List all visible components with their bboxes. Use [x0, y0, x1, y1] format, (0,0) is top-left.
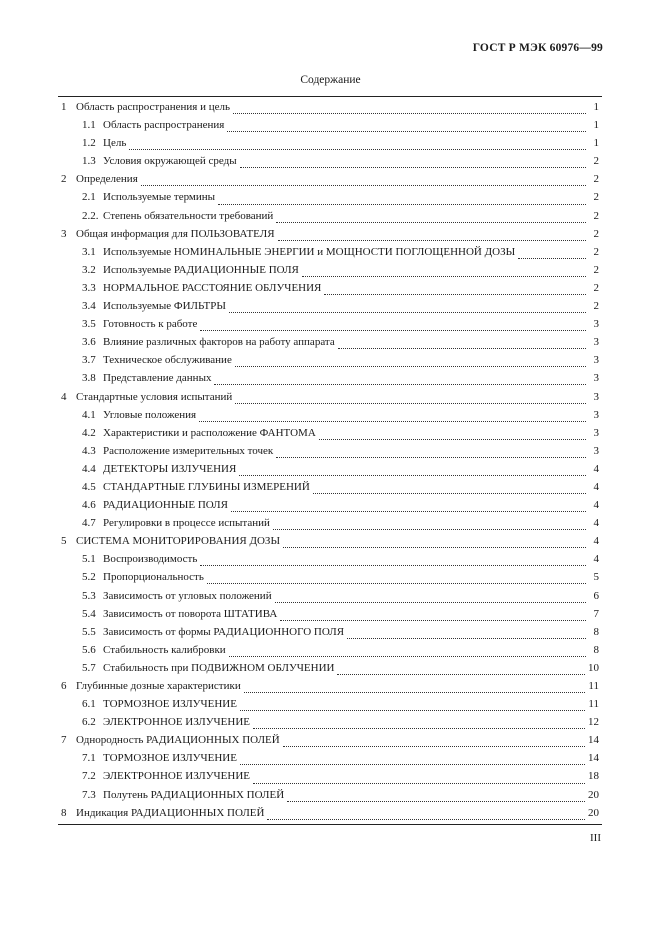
toc-entry-number: 3.2: [82, 263, 96, 276]
toc-entry-number: 5.7: [82, 661, 96, 674]
toc-entry-number: 3.1: [82, 245, 96, 258]
toc-entry[interactable]: [61, 264, 599, 282]
toc-entry-number: 7: [61, 734, 67, 747]
toc-entry[interactable]: [61, 626, 599, 644]
toc-entry-number: 4.2: [82, 426, 96, 439]
toc-entry-page: 2: [593, 263, 599, 276]
toc-entry-page: 2: [593, 191, 599, 204]
toc-entry-label: Влияние различных факторов на работу аппарата: [103, 336, 335, 349]
toc-entry-page: 1: [593, 119, 599, 132]
toc-entry-label: Индикация РАДИАЦИОННЫХ ПОЛЕЙ: [76, 806, 265, 819]
toc-entry[interactable]: [61, 228, 599, 246]
toc-entry-label: Используемые ФИЛЬТРЫ: [103, 300, 226, 313]
toc-entry-label: Готовность к работе: [103, 318, 198, 331]
toc-dot-leader: [200, 564, 586, 566]
toc-bottom-divider: [58, 824, 602, 825]
toc-entry-page: 11: [588, 680, 599, 692]
toc-entry-page: 4: [593, 517, 599, 530]
toc-dot-leader: [283, 546, 586, 548]
toc-dot-leader: [141, 184, 586, 186]
toc-top-divider: [58, 96, 602, 97]
toc-dot-leader: [518, 257, 586, 259]
toc-entry-page: 3: [593, 390, 599, 403]
toc-entry[interactable]: [61, 608, 599, 626]
toc-dot-leader: [235, 365, 586, 367]
toc-dot-leader: [324, 293, 586, 295]
toc-entry[interactable]: [61, 173, 599, 191]
toc-entry[interactable]: [61, 155, 599, 173]
toc-entry[interactable]: [61, 354, 599, 372]
toc-entry[interactable]: [61, 571, 599, 589]
toc-entry-page: 4: [593, 499, 599, 512]
toc-entry-number: 1: [61, 101, 67, 113]
toc-entry-number: 3.7: [82, 354, 96, 367]
toc-dot-leader: [207, 582, 586, 584]
toc-entry-page: 14: [588, 752, 599, 765]
toc-dot-leader: [199, 420, 586, 422]
toc-dot-leader: [280, 619, 586, 621]
toc-entry-number: 3.8: [82, 372, 96, 385]
toc-entry-page: 10: [588, 661, 599, 674]
toc-entry-page: 3: [593, 408, 599, 421]
toc-entry-label: Представление данных: [103, 372, 212, 385]
toc-entry[interactable]: [61, 409, 599, 427]
toc-dot-leader: [338, 347, 586, 349]
toc-entry-number: 4: [61, 390, 67, 403]
toc-entry-label: ДЕТЕКТОРЫ ИЗЛУЧЕНИЯ: [103, 462, 237, 475]
toc-dot-leader: [227, 130, 586, 132]
toc-dot-leader: [239, 474, 586, 476]
toc-entry-page: 2: [593, 227, 599, 240]
toc-entry[interactable]: [61, 282, 599, 300]
toc-entry-number: 7.1: [82, 752, 96, 765]
toc-dot-leader: [275, 601, 586, 603]
toc-entry-number: 5.6: [82, 643, 96, 656]
toc-entry-number: 4.7: [82, 517, 96, 530]
toc-dot-leader: [240, 709, 585, 711]
toc-entry[interactable]: [61, 300, 599, 318]
toc-dot-leader: [347, 637, 586, 639]
toc-dot-leader: [235, 402, 586, 404]
toc-entry-page: 4: [593, 535, 599, 548]
toc-entry-page: 2: [593, 155, 599, 168]
toc-entry[interactable]: [61, 644, 599, 662]
toc-entry-page: 3: [593, 444, 599, 457]
toc-dot-leader: [337, 673, 585, 675]
toc-dot-leader: [214, 383, 586, 385]
toc-entry-label: Зависимость от поворота ШТАТИВА: [103, 607, 278, 620]
toc-entry-page: 3: [593, 354, 599, 367]
toc-entry-number: 3.5: [82, 318, 96, 331]
toc-entry[interactable]: [61, 427, 599, 445]
toc-entry-number: 4.6: [82, 499, 96, 512]
toc-entry-label: Техническое обслуживание: [103, 354, 232, 367]
toc-entry-number: 1.2: [82, 137, 96, 150]
toc-dot-leader: [229, 311, 586, 313]
toc-entry-page: 12: [588, 716, 599, 729]
toc-entry[interactable]: [61, 535, 599, 553]
toc-entry-label: Глубинные дозные характеристики: [76, 680, 241, 692]
toc-entry-label: Воспроизводимость: [103, 553, 198, 566]
toc-entry-label: ТОРМОЗНОЕ ИЗЛУЧЕНИЕ: [103, 698, 237, 711]
toc-entry-page: 20: [588, 806, 599, 819]
toc-dot-leader: [283, 745, 585, 747]
toc-entry[interactable]: [61, 119, 599, 137]
toc-entry-page: 20: [588, 788, 599, 801]
toc-entry-label: Характеристики и расположение ФАНТОМА: [103, 426, 316, 439]
toc-entry-label: Область распространения: [103, 119, 225, 132]
toc-entry-label: Стандартные условия испытаний: [76, 390, 233, 403]
toc-entry[interactable]: [61, 246, 599, 264]
toc-entry[interactable]: [61, 137, 599, 155]
toc-entry-number: 3.3: [82, 281, 96, 294]
toc-entry-label: Степень обязательности требований: [103, 209, 274, 222]
toc-entry[interactable]: [61, 463, 599, 481]
toc-entry-label: Зависимость от угловых положений: [103, 589, 272, 602]
toc-entry-page: 3: [593, 336, 599, 349]
toc-dot-leader: [229, 655, 586, 657]
toc-entry[interactable]: [61, 553, 599, 571]
toc-entry-number: 5.4: [82, 607, 96, 620]
toc-entry[interactable]: [61, 807, 599, 825]
toc-entry-number: 1.1: [82, 119, 96, 132]
toc-entry-page: 3: [593, 426, 599, 439]
toc-entry-page: 5: [593, 571, 599, 584]
toc-entry-page: 7: [593, 607, 599, 620]
toc-entry-number: 2.2.: [82, 209, 99, 222]
toc-entry-label: Область распространения и цель: [76, 101, 230, 113]
toc-entry-number: 6.2: [82, 716, 96, 729]
toc-entry-number: 3.4: [82, 300, 96, 313]
toc-entry[interactable]: [61, 734, 599, 752]
toc-dot-leader: [278, 239, 586, 241]
toc-entry-label: Однородность РАДИАЦИОННЫХ ПОЛЕЙ: [76, 734, 280, 747]
toc-entry-number: 3: [61, 227, 67, 240]
toc-dot-leader: [200, 329, 586, 331]
toc-dot-leader: [233, 112, 586, 114]
toc-entry-page: 2: [593, 300, 599, 313]
toc-entry-number: 3.6: [82, 336, 96, 349]
toc-entry-number: 5.2: [82, 571, 96, 584]
toc-entry-page: 4: [593, 462, 599, 475]
toc-entry-label: Стабильность при ПОДВИЖНОМ ОБЛУЧЕНИИ: [103, 661, 335, 674]
toc-entry-label: Угловые положения: [103, 408, 197, 421]
toc-entry[interactable]: [61, 391, 599, 409]
toc-entry-label: ТОРМОЗНОЕ ИЗЛУЧЕНИЕ: [103, 752, 237, 765]
toc-dot-leader: [276, 221, 586, 223]
toc-entry-number: 7.3: [82, 788, 96, 801]
toc-entry[interactable]: [61, 318, 599, 336]
toc-entry-number: 1.3: [82, 155, 96, 168]
toc-entry-page: 8: [593, 643, 599, 656]
toc-entry-number: 4.1: [82, 408, 96, 421]
toc-dot-leader: [253, 727, 585, 729]
toc-entry-number: 8: [61, 806, 67, 819]
toc-entry-label: Определения: [76, 173, 138, 186]
toc-dot-leader: [244, 691, 586, 693]
toc-dot-leader: [276, 456, 586, 458]
toc-entry-number: 4.4: [82, 462, 96, 475]
page-number: III: [590, 832, 601, 844]
toc-entry[interactable]: [61, 101, 599, 119]
toc-entry-number: 5.1: [82, 553, 96, 566]
toc-entry-page: 2: [593, 281, 599, 294]
toc-entry[interactable]: [61, 662, 599, 680]
toc-entry[interactable]: [61, 499, 599, 517]
toc-entry-label: СИСТЕМА МОНИТОРИРОВАНИЯ ДОЗЫ: [76, 535, 281, 548]
toc-entry[interactable]: [61, 481, 599, 499]
toc-entry-page: 1: [593, 101, 599, 113]
toc-dot-leader: [267, 818, 585, 820]
toc-dot-leader: [302, 275, 586, 277]
toc-entry-page: 8: [593, 625, 599, 638]
toc-entry[interactable]: [61, 590, 599, 608]
toc-title: Содержание: [300, 74, 361, 86]
toc-entry[interactable]: [61, 445, 599, 463]
toc-entry-page: 11: [588, 698, 599, 711]
toc-entry-page: 1: [593, 137, 599, 150]
toc-entry-number: 7.2: [82, 770, 96, 783]
toc-entry-label: Условия окружающей среды: [103, 155, 237, 168]
toc-entry-label: Пропорциональность: [103, 571, 204, 584]
toc-entry-page: 4: [593, 480, 599, 493]
toc-entry[interactable]: [61, 680, 599, 698]
toc-entry-label: Общая информация для ПОЛЬЗОВАТЕЛЯ: [76, 227, 275, 240]
toc-dot-leader: [273, 528, 586, 530]
toc-entry-label: Используемые НОМИНАЛЬНЫЕ ЭНЕРГИИ и МОЩНОСТИ ПОГЛОЩЕННОЙ ДОЗЫ: [103, 245, 516, 258]
toc-entry-label: Регулировки в процессе испытаний: [103, 517, 270, 530]
toc-dot-leader: [129, 148, 586, 150]
document-code-header: ГОСТ Р МЭК 60976—99: [472, 42, 603, 54]
toc-dot-leader: [319, 438, 586, 440]
toc-dot-leader: [253, 782, 585, 784]
toc-entry[interactable]: [61, 752, 599, 770]
toc-entry[interactable]: [61, 517, 599, 535]
toc-entry-page: 2: [593, 173, 599, 186]
toc-entry-number: 5: [61, 535, 67, 548]
toc-entry-number: 6.1: [82, 698, 96, 711]
toc-entry-label: СТАНДАРТНЫЕ ГЛУБИНЫ ИЗМЕРЕНИЙ: [103, 480, 310, 493]
toc-entry[interactable]: [61, 789, 599, 807]
toc-entry-page: 3: [593, 318, 599, 331]
toc-entry-label: РАДИАЦИОННЫЕ ПОЛЯ: [103, 499, 228, 512]
toc-entry-number: 2: [61, 173, 67, 186]
toc-entry-number: 5.5: [82, 625, 96, 638]
toc-entry-number: 4.5: [82, 480, 96, 493]
toc-entry[interactable]: [61, 716, 599, 734]
toc-dot-leader: [287, 800, 585, 802]
toc-entry-label: Стабильность калибровки: [103, 643, 226, 656]
toc-entry[interactable]: [61, 210, 599, 228]
toc-entry-page: 2: [593, 209, 599, 222]
toc-entry-label: Расположение измерительных точек: [103, 444, 274, 457]
toc-entry-label: Полутень РАДИАЦИОННЫХ ПОЛЕЙ: [103, 788, 285, 801]
toc-dot-leader: [218, 203, 586, 205]
toc-entry-label: Используемые РАДИАЦИОННЫЕ ПОЛЯ: [103, 263, 299, 276]
toc-entry[interactable]: [61, 372, 599, 390]
toc-entry-number: 6: [61, 680, 67, 692]
toc-entry-number: 4.3: [82, 444, 96, 457]
toc-dot-leader: [240, 763, 585, 765]
toc-dot-leader: [313, 492, 586, 494]
toc-entry-number: 2.1: [82, 191, 96, 204]
toc-entry[interactable]: [61, 336, 599, 354]
toc-entry-label: Зависимость от формы РАДИАЦИОННОГО ПОЛЯ: [103, 625, 345, 638]
toc-entry[interactable]: [61, 770, 599, 788]
toc-entry-number: 5.3: [82, 589, 96, 602]
toc-entry-label: НОРМАЛЬНОЕ РАССТОЯНИЕ ОБЛУЧЕНИЯ: [103, 281, 322, 294]
toc-entry[interactable]: [61, 191, 599, 209]
toc-entry-page: 6: [593, 589, 599, 602]
toc-entry-label: Цель: [103, 137, 127, 150]
toc-entry-page: 4: [593, 553, 599, 566]
toc-entry-page: 2: [593, 245, 599, 258]
toc-entry-page: 18: [588, 770, 599, 783]
toc-entry-page: 14: [588, 734, 599, 747]
toc-entry-label: ЭЛЕКТРОННОЕ ИЗЛУЧЕНИЕ: [103, 716, 250, 729]
toc-entry-label: Используемые термины: [103, 191, 216, 204]
toc-dot-leader: [231, 510, 586, 512]
toc-dot-leader: [240, 166, 586, 168]
toc-entry[interactable]: [61, 698, 599, 716]
toc-entry-label: ЭЛЕКТРОННОЕ ИЗЛУЧЕНИЕ: [103, 770, 250, 783]
table-of-contents: [61, 101, 599, 825]
toc-entry-page: 3: [593, 372, 599, 385]
